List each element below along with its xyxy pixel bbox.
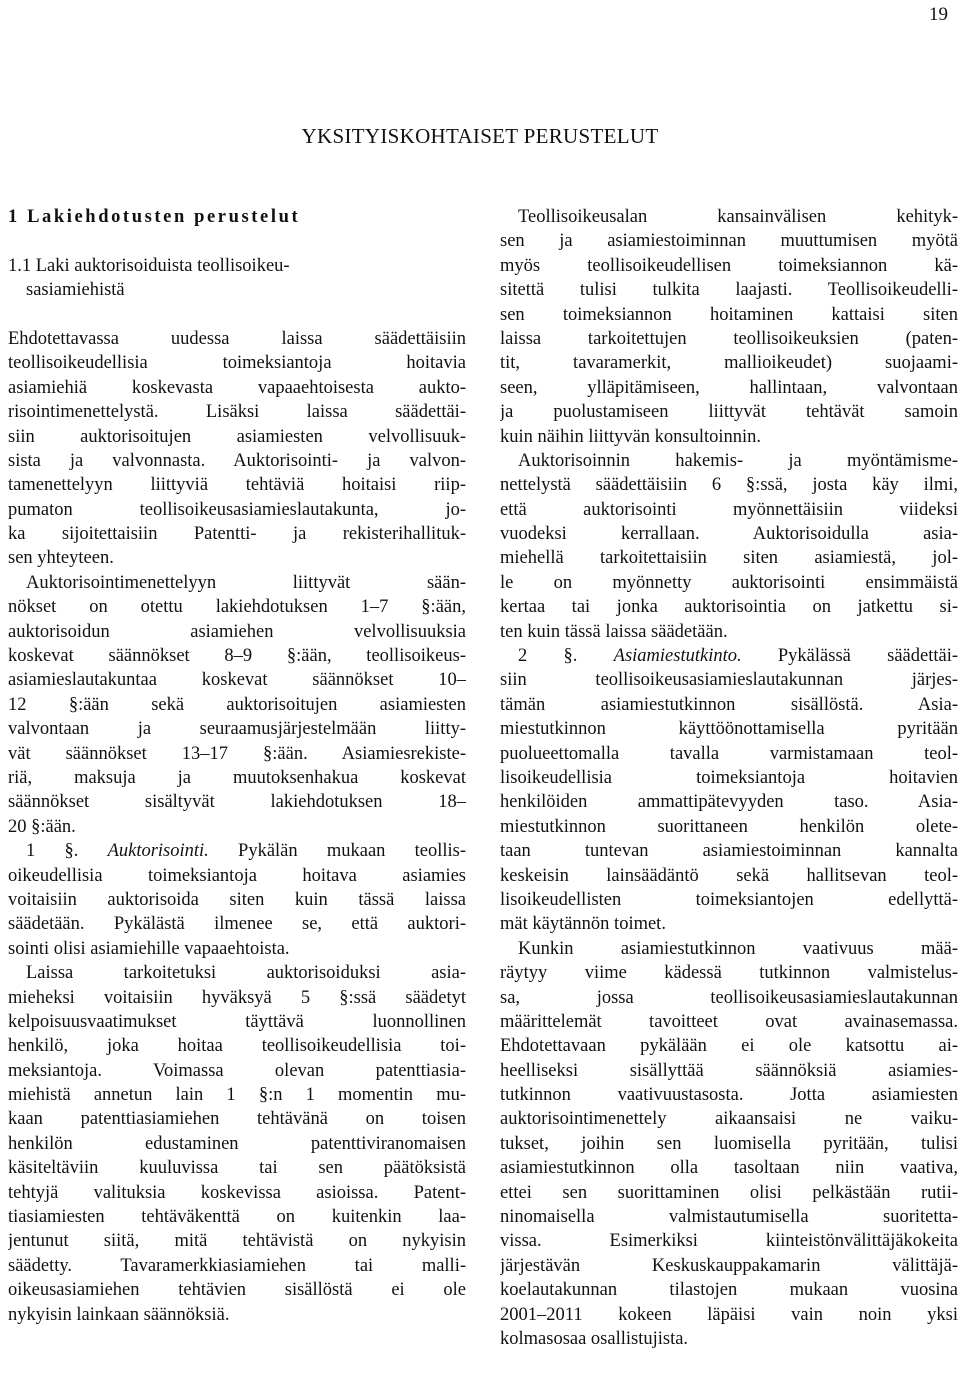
text-line: asiamiestutkinnon olla tasoltaan niin vaativa, <box>500 1158 958 1179</box>
text-line: sen yhteyteen. <box>8 548 114 569</box>
text-line: jentunut siitä, mitä tehtävistä on nykyisin <box>8 1231 466 1252</box>
text-line: tit, tavaramerkit, mallioikeudet) suojaami- <box>500 353 958 374</box>
text-line: kaan patenttiasiamiehen tehtävänä on toisen <box>8 1109 466 1130</box>
text-line: voitaisiin auktorisoida siten kuin tässä laissa <box>8 889 466 910</box>
text-line: henkilö, joka hoitaa teollisoikeudellisia toi- <box>8 1036 466 1057</box>
text-line: ja puolustamiseen liittyvät tehtävät samoin <box>500 402 958 423</box>
text-line: käsiteltäviin kuuluvissa tai sen päätöksistä <box>8 1158 466 1179</box>
text-line: miehellä tarkoitettaisiin siten asiamiestä, jol- <box>500 548 958 569</box>
text-line: myös teollisoikeudellisen toimeksiannon kä- <box>500 255 958 276</box>
text-line: valvontaan ja seuraamusjärjestelmään liitty- <box>8 719 466 740</box>
text-line: että auktorisointi myönnettäisiin viideksi <box>500 499 958 520</box>
text-line: sen ja asiamiestoiminnan muuttumisen myötä <box>500 231 958 252</box>
text-line: teollisoikeudellisia toimeksiantoja hoitavia <box>8 353 466 374</box>
text-line: miehistä annetun lain 1 §:n 1 momentin mu- <box>8 1085 466 1106</box>
text-line: oikeusasiamiehen tehtävien sisällöstä ei ole <box>8 1280 466 1301</box>
text-line: 2001–2011 kokeen läpäisi vain noin yksi <box>500 1304 958 1325</box>
text-line: nykyisin lainkaan säännöksiä. <box>8 1304 230 1325</box>
text-line: le on myönnetty auktorisointi ensimmäistä <box>500 572 958 593</box>
text-line: koelautakunnan tilastojen mukaan vuosina <box>500 1280 958 1301</box>
text-line: sista ja valvonnasta. Auktorisointi- ja valvon- <box>8 450 466 471</box>
text-line: Ehdotettavassa uudessa laissa säädettäisiin <box>8 328 466 349</box>
text-line: tamenettelyyn liittyviä tehtäviä hoitaisi riip- <box>8 475 466 496</box>
text-line: räytyy viime kädessä tutkinnon valmistelus- <box>500 963 958 984</box>
text-line: 12 §:ään sekä auktorisoitujen asiamiesten <box>8 694 466 715</box>
text-line: kelpoisuusvaatimukset täyttävä luonnollinen <box>8 1011 466 1032</box>
text-line: auktorisointimenettely aikaansaisi ne vaiku- <box>500 1109 958 1130</box>
text-line: koskevat säännökset 8–9 §:ään, teollisoikeus- <box>8 646 466 667</box>
text-line: sa, jossa teollisoikeusasiamieslautakunnan <box>500 987 958 1008</box>
text-line: ninomaisella valmistautumisella suoritetta- <box>500 1207 958 1228</box>
text-line <box>8 229 466 253</box>
text-line: säädetty. Tavaramerkkiasiamiehen tai malli- <box>8 1255 466 1276</box>
page-number: 19 <box>929 4 948 25</box>
text-line: taan tuntevan asiamiestoiminnan kannalta <box>500 841 958 862</box>
right-text-column <box>500 205 958 1351</box>
text-line: 20 §:ään. <box>8 816 76 837</box>
text-line: kuin näihin liittyvän konsultoinnin. <box>500 426 762 447</box>
text-line: 1 Lakiehdotusten perustelut <box>8 207 301 227</box>
text-line: pumaton teollisoikeusasiamieslautakunta, jo- <box>8 499 466 520</box>
text-line: asiamiehiä koskevasta vapaaehtoisesta aukto- <box>8 377 466 398</box>
text-line: lisoikeudellisia toimeksiantoja hoitavien <box>500 767 958 788</box>
text-line: tukset, joihin sen luomisella pyritään, tulisi <box>500 1133 958 1154</box>
text-line: 1.1 Laki auktorisoiduista teollisoikeu- <box>8 255 290 276</box>
text-line: vät säännökset 13–17 §:ään. Asiamiesrekiste- <box>8 743 466 764</box>
text-line: Auktorisoinnin hakemis- ja myöntämisme- <box>518 450 958 471</box>
text-line: sointi olisi asiamiehille vapaaehtoista. <box>8 938 290 959</box>
left-text-column <box>8 205 466 1327</box>
text-line: tehtyjä valituksia koskevissa asioissa. Patent- <box>8 1182 466 1203</box>
text-line: määrittelemät tavoitteet ovat avainasemassa. <box>500 1011 958 1032</box>
section-heading-italic: Asiamiestutkinto. <box>613 646 742 667</box>
text-line: puolueettomalla tavalla varmistamaan teol- <box>500 743 958 764</box>
text-line: ka sijoitettaisiin Patentti- ja rekisterihallituk- <box>8 524 466 545</box>
text-line: sasiamiehistä <box>26 280 125 301</box>
text-line: Ehdotettavaan pykälään ei ole katsottu ai- <box>500 1036 958 1057</box>
text-line: 1 §. Auktorisointi. Pykälän mukaan teollis- <box>26 841 466 862</box>
text-line: tämän asiamiestutkinnon sisällöstä. Asia- <box>500 694 958 715</box>
page-title: YKSITYISKOHTAISET PERUSTELUT <box>301 124 659 148</box>
text-line: 2 §. Asiamiestutkinto. Pykälässä säädettäi- <box>518 646 958 667</box>
text-line: tiasiamiesten tehtäväkenttä on kuitenkin laa- <box>8 1207 466 1228</box>
text-line: säädetään. Pykälästä ilmenee se, että auktori- <box>8 914 466 935</box>
text-line: asiamieslautakuntaa koskevat säännökset 10– <box>8 670 466 691</box>
text-line: vissa. Esimerkiksi kiinteistönvälittäjäkokeita <box>500 1231 958 1252</box>
text-line: risointimenettelystä. Lisäksi laissa säädettäi- <box>8 402 466 423</box>
text-line: auktorisoidun asiamiehen velvollisuuksia <box>8 621 466 642</box>
text-line <box>8 303 466 327</box>
text-line: mieheksi voitaisiin hyväksyä 5 §:ssä säädetyt <box>8 987 466 1008</box>
text-line: Auktorisointimenettelyyn liittyvät sään- <box>26 572 466 593</box>
text-line: kertaa tai jonka auktorisointia on jatkettu si- <box>500 597 958 618</box>
text-line: henkilöiden ammattipätevyyden taso. Asia- <box>500 792 958 813</box>
text-line: vuodeksi kerrallaan. Auktorisoidulla asia- <box>500 524 958 545</box>
text-line: Teollisoikeusalan kansainvälisen kehityk- <box>518 207 958 227</box>
section-heading-italic: Auktorisointi. <box>107 841 209 862</box>
text-line: heelliseksi sisällyttää säännöksiä asiamies- <box>500 1060 958 1081</box>
text-line: oikeudellisia toimeksiantoja hoitava asiamies <box>8 865 466 886</box>
text-line: mät käytännön toimet. <box>500 914 666 935</box>
text-line: siin auktorisoitujen asiamiesten velvollisuuk- <box>8 426 466 447</box>
text-line: sen toimeksiannon hoitaminen kattaisi siten <box>500 304 958 325</box>
text-line: ten kuin tässä laissa säädetään. <box>500 621 728 642</box>
text-line: meksiantoja. Voimassa olevan patenttiasia- <box>8 1060 466 1081</box>
text-line: siin teollisoikeusasiamieslautakunnan järjes- <box>500 670 958 691</box>
text-line: ettei sen suorittaminen olisi pelkästään rutii- <box>500 1182 958 1203</box>
text-line: nettelystä säädettäisiin 6 §:ssä, josta käy ilmi, <box>500 475 958 496</box>
text-line: riä, maksuja ja muutoksenhakua koskevat <box>8 767 466 788</box>
text-line: miestutkinnon käyttöönottamisella pyritään <box>500 719 958 740</box>
text-line: Laissa tarkoitetuksi auktorisoiduksi asia- <box>26 963 466 984</box>
text-line: tutkinnon vaativuustasosta. Jotta asiamiesten <box>500 1085 958 1106</box>
text-line: laissa tarkoitettujen teollisoikeuksien (paten- <box>500 328 958 349</box>
text-line: kolmasosaa osallistujista. <box>500 1328 689 1349</box>
text-line: Kunkin asiamiestutkinnon vaativuus mää- <box>518 938 958 959</box>
text-line: seen, ylläpitämiseen, hallintaan, valvontaan <box>500 377 958 398</box>
text-line: sitettä tulisi tulkita laajasti. Teollisoikeudelli- <box>500 280 958 301</box>
text-line: säännökset sisältyvät lakiehdotuksen 18– <box>8 792 466 813</box>
text-line: henkilön edustaminen patenttiviranomaisen <box>8 1133 466 1154</box>
text-line: keskeisin lainsäädäntö sekä hallitsevan teol- <box>500 865 958 886</box>
text-line: lisoikeudellisten toimeksiantojen edellyttä- <box>500 889 958 910</box>
text-line: järjestävän Keskuskauppakamarin välittäjä- <box>500 1255 958 1276</box>
text-line: nökset on otettu lakiehdotuksen 1–7 §:ään, <box>8 597 466 618</box>
text-line: miestutkinnon suorittaneen henkilön olete- <box>500 816 958 837</box>
